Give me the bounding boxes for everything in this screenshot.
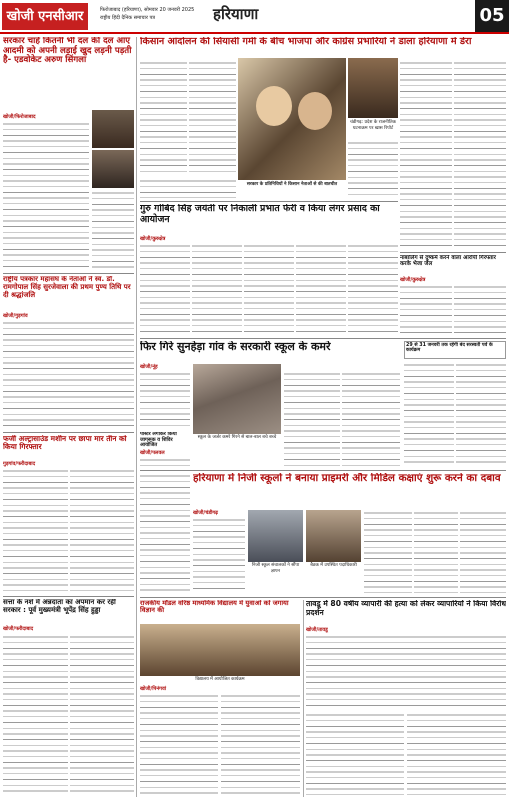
lead-headline: सरकार चाहे कितनी भी दल की दल आए आदमी को अपनी लड़ाई खुद लड़नी पड़ती है- एडवोकेट अरुण सिंगला — [3, 37, 132, 66]
section-title: हरियाणा — [213, 5, 259, 23]
bottom-mid-headline: राजकीय मॉडल वरिष्ठ माध्यमिक विद्यालय में युवाओं को जगाया विज्ञान की — [140, 600, 289, 615]
private-body-c — [364, 510, 412, 594]
private-body-a — [140, 473, 190, 593]
top-body-e — [454, 60, 506, 250]
face-shape-2 — [298, 92, 332, 130]
lead-photo-1 — [92, 110, 134, 148]
private-photo-caption-2: बैठक में उपस्थित पदाधिकारी — [310, 563, 357, 568]
bottom-mid-photo-caption: विद्यालय में आयोजित कार्यक्रम — [195, 677, 245, 682]
lead-body — [3, 121, 89, 271]
right-small-headline: नाबालिग से दुष्कर्म करने वाला आरोपी गिरफ्तार करके भेजा जेल — [400, 255, 496, 268]
guru-byline: खोजी/कुरुक्षेत्र — [140, 236, 166, 242]
right-note-body-a — [404, 362, 454, 466]
story3-byline: गुड़गांव/फरीदाबाद — [3, 461, 36, 467]
guru-headline: गुरु गोबिंद सिंह जयंती पर निकाली प्रभात फेरी व किया लंगर प्रसाद का आयोजन — [140, 204, 380, 225]
right-small-header — [400, 255, 506, 275]
school-headline: फिर गिरे सुनहेड़ा गांव के सरकारी स्कूल के कमरे — [140, 341, 331, 353]
top-photo-caption: सरकार के प्रतिनिधियों ने किसान नेताओं से की बातचीत — [246, 182, 338, 187]
bottom-right-header — [306, 600, 506, 624]
school-byline: खोजी/नूंह — [140, 364, 158, 370]
small-story-header — [140, 432, 190, 448]
bottom-mid-photo — [140, 624, 300, 676]
story2-header — [3, 276, 134, 310]
header-info — [100, 6, 194, 22]
guru-body-b — [192, 243, 242, 335]
school-story-header — [140, 341, 402, 361]
header-date: फिरोजाबाद (हरियाणा), सोमवार 20 जनवरी 2025 — [100, 7, 195, 13]
school-photo-caption: स्कूल के जर्जर कमरे गिरने से बाल-बाल बचे बच्चे — [197, 435, 277, 440]
top-story-header — [140, 37, 506, 57]
small-story-body — [140, 457, 190, 469]
guru-body-e — [348, 243, 398, 335]
face-shape — [256, 86, 292, 126]
top-side-caption: चंडीगढ़: प्रदेश के राजनीतिक घटनाक्रम पर खास रिपोर्ट — [350, 120, 396, 131]
page-number: 05 — [475, 0, 509, 32]
bottom-mid-body-b — [221, 693, 300, 797]
top-headline: किसान आंदोलन की सियासी गर्मी के बीच भाजपा और कांग्रेस प्रभारियों ने डाला हरियाणा में डेरा — [140, 37, 472, 47]
school-body-c — [342, 371, 400, 466]
bottom-right-body-a — [306, 634, 506, 709]
page-header — [0, 0, 509, 34]
small-story-byline: खोजी/पलवल — [140, 450, 165, 456]
bottom-mid-body-a — [140, 693, 218, 797]
private-body-d — [414, 510, 458, 594]
bottom-right-body-c — [407, 712, 506, 797]
private-story-header — [193, 473, 506, 507]
right-small-body-b — [454, 284, 506, 336]
right-note-text: 29 से 31 जनवरी तक रहेगी बंद सरस्वती पर्व के कार्यक्रम — [406, 343, 493, 354]
lead-byline: खोजी/फिरोजाबाद — [3, 114, 36, 120]
guru-body-c — [244, 243, 294, 335]
guru-body-d — [296, 243, 346, 335]
story4-header — [3, 599, 134, 623]
top-body-d — [400, 60, 452, 250]
private-body-e — [460, 510, 506, 594]
top-photo-small — [348, 58, 398, 118]
private-photo-1 — [248, 510, 303, 562]
story3-header — [3, 435, 134, 459]
private-photo-2 — [306, 510, 361, 562]
private-photo-caption: निजी स्कूल संचालकों ने सौंपा ज्ञापन — [251, 563, 300, 574]
lead-story-header — [3, 37, 133, 112]
right-note-body-b — [456, 362, 506, 466]
top-photo — [238, 58, 346, 180]
bottom-mid-byline: खोजी/पिनंगवां — [140, 686, 167, 692]
private-body-b — [193, 517, 245, 593]
story2-byline: खोजी/गुड़गांव — [3, 313, 28, 319]
right-small-byline: खोजी/कुरुक्षेत्र — [400, 277, 426, 283]
right-small-body-a — [400, 284, 452, 336]
top-body-f — [140, 178, 236, 198]
guru-body-a — [140, 243, 190, 335]
bottom-mid-header — [140, 600, 300, 622]
lead-photo-2 — [92, 150, 134, 188]
story4-body-a — [3, 634, 68, 796]
guru-story-header — [140, 204, 398, 234]
school-body-b — [284, 371, 340, 466]
school-body-a — [140, 371, 190, 429]
small-story-headline: पोस्टर लगाकर किया जागरूक व शिविर आयोजित — [140, 432, 177, 448]
top-body-a — [140, 60, 187, 175]
story4-headline: सत्ता के नशे में अन्नदाता का अपमान कर रही सरकार : पूर्व मुख्यमंत्री भूपेंद्र सिंह हुड्डा — [3, 599, 116, 614]
school-photo — [193, 364, 281, 434]
header-tagline: राष्ट्रीय हिंदी दैनिक समाचार पत्र — [100, 15, 156, 21]
story4-body-b — [70, 634, 134, 796]
top-body-b — [189, 60, 236, 175]
private-byline: खोजी/चंडीगढ़ — [193, 510, 218, 516]
story3-headline: फर्जी अल्ट्रासाउंड मशीन पर छापा मार तीन को किया गिरफ्तार — [3, 435, 127, 452]
bottom-right-byline: खोजी/तावडू — [306, 627, 328, 633]
bottom-right-headline: तावडू में 80 वर्षीय व्यापारी की हत्या को लेकर व्यापारियों ने किया विरोध प्रदर्शन — [306, 600, 506, 617]
lead-body-2 — [92, 190, 134, 270]
bottom-right-body-b — [306, 712, 404, 797]
story3-body-b — [70, 468, 134, 593]
story2-headline: राष्ट्रीय पत्रकार महासंघ के नेताओं ने स्व. डॉ. रामगोपाल सिंह सुरजेवाला की प्रथम पुण्य तिथि पर दी श्रद्धांजलि — [3, 276, 131, 299]
right-note — [404, 341, 506, 359]
story4-byline: खोजी/फरीदाबाद — [3, 626, 34, 632]
private-headline: हरियाणा में निजी स्कूलों ने बनाया प्राइमरी और मिडिल कक्षाएं शुरू करने का दबाव — [193, 473, 501, 484]
story2-body — [3, 320, 134, 430]
top-body-c — [348, 140, 398, 196]
masthead-logo: खोजी एनसीआर — [2, 3, 88, 30]
story3-body-a — [3, 468, 68, 593]
